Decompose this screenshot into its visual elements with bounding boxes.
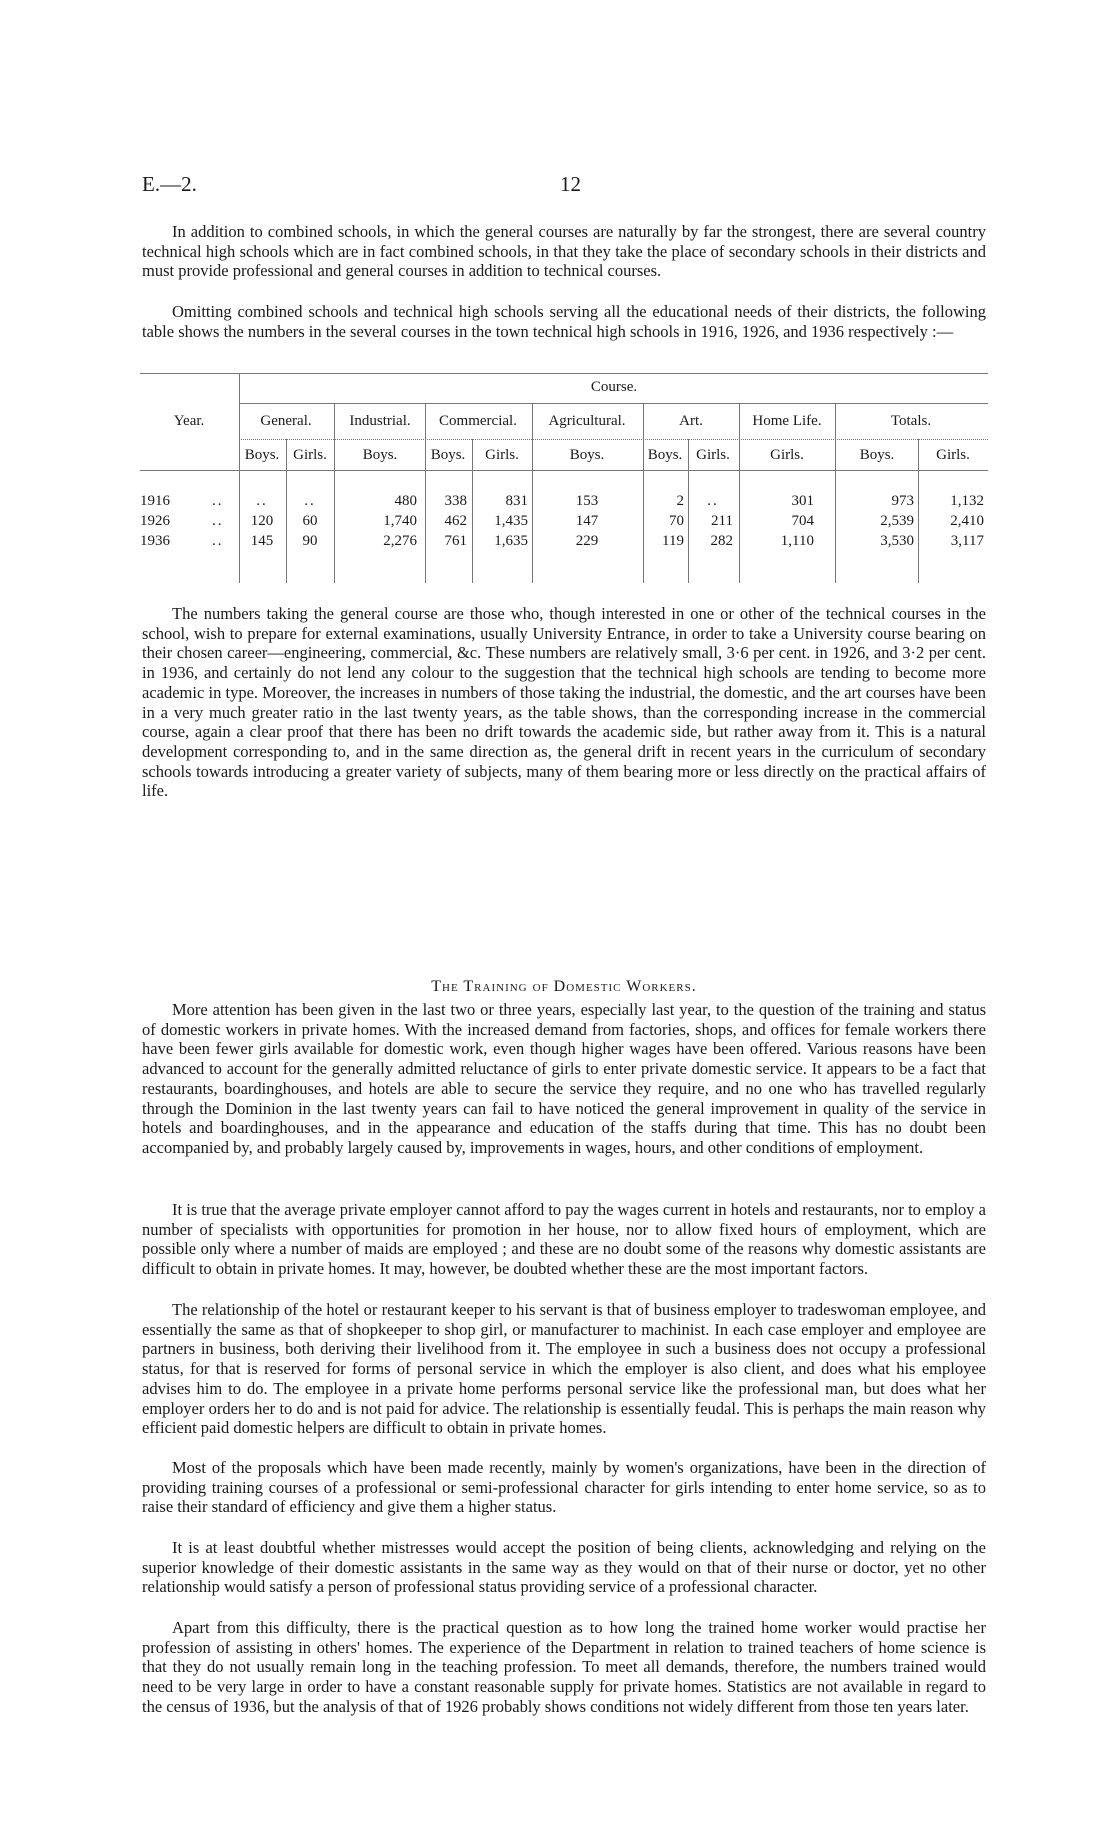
table-row-year: 1916	[140, 493, 170, 509]
sub-heading: Boys.	[430, 447, 466, 463]
leader-dots: ..	[212, 533, 224, 549]
table-rule	[140, 470, 988, 471]
page-number: 12	[560, 172, 581, 196]
table-cell: ..	[256, 493, 268, 509]
section-paragraph-3: The relationship of the hotel or restaurant keeper to his servant is that of business employer to tradeswoman employee, and essentially the same as that of shopkeeper to shop girl, or manufacturer to machinist. In each case employer and employee are partners in business, both deriving their livelihood from it. The employee in such a business does not occupy a professional status, for that is reserved for forms of personal service in which the employer is also client, and does what his employee advises him to do. The employee in a private home performs personal service like the professional man, but does what her employer orders her to do and is not paid for advice. The relationship is essentially feudal. This is perhaps the main reason why efficient paid domestic helpers are difficult to obtain in private homes.	[142, 1300, 986, 1438]
page-header	[142, 172, 986, 202]
table-cell: 2,276	[383, 533, 417, 549]
sub-heading: Boys.	[859, 447, 895, 463]
table-rule	[472, 439, 473, 583]
table-cell: 282	[710, 533, 733, 549]
sub-heading: Girls.	[936, 447, 970, 463]
table-cell: 211	[711, 513, 733, 529]
table-cell: 120	[250, 513, 274, 529]
table-cell: 704	[791, 513, 814, 529]
section-paragraph-4: Most of the proposals which have been made recently, mainly by women's organizations, have been in the direction of providing training courses of a professional or semi-professional character for girls intending to enter home service, so as to raise their standard of efficiency and give them a higher status.	[142, 1458, 986, 1517]
table-cell: 60	[302, 513, 318, 529]
table-rule	[835, 403, 836, 583]
sub-heading: Boys.	[244, 447, 280, 463]
table-cell: 761	[444, 533, 467, 549]
table-cell: ..	[707, 493, 719, 509]
table-rule	[918, 439, 919, 583]
section-paragraph-6: Apart from this difficulty, there is the practical question as to how long the trained home worker would practise her profession of assisting in others' homes. The experience of the Department in relation to trained teachers of home science is that they do not usually remain long in the teaching profession. To meet all demands, therefore, the numbers trained would need to be very large in order to have a constant reasonable supply for private homes. Statistics are not available in regard to the census of 1936, but the analysis of that of 1926 probably shows conditions not widely different from those ten years later.	[142, 1618, 986, 1716]
leader-dots: ..	[212, 493, 224, 509]
table-row-year: 1936	[140, 533, 170, 549]
table-rule	[334, 403, 335, 583]
table-cell: 147	[575, 513, 599, 529]
table-cell: 3,117	[950, 533, 984, 549]
table-cell: 973	[891, 493, 914, 509]
document-reference: E.—2.	[142, 172, 197, 196]
table-cell: 1,435	[494, 513, 528, 529]
table-rule	[425, 403, 426, 583]
table-cell: 1,132	[950, 493, 984, 509]
table-cell: 119	[662, 533, 684, 549]
section-heading: The Training of Domestic Workers.	[431, 978, 697, 995]
table-rule	[140, 373, 988, 374]
group-heading: Totals.	[890, 413, 932, 429]
table-rule	[643, 403, 644, 583]
group-heading: Industrial.	[349, 413, 411, 429]
group-heading: Art.	[679, 413, 703, 429]
table-cell: 1,110	[780, 533, 814, 549]
sub-heading: Boys.	[362, 447, 398, 463]
group-heading: Home Life.	[752, 413, 822, 429]
section-paragraph-5: It is at least doubtful whether mistresses would accept the position of being clients, acknowledging and relying on the superior knowledge of their domestic assistants in the same way as they would on that of their nurse or doctor, yet no other relationship would satisfy a person of professional status providing service of a professional character.	[142, 1538, 986, 1597]
sub-heading: Boys.	[647, 447, 683, 463]
table-rule	[532, 403, 533, 583]
table-cell: 1,635	[494, 533, 528, 549]
table-cell: 831	[505, 493, 528, 509]
table-rule	[286, 439, 287, 583]
analysis-paragraph: The numbers taking the general course are those who, though interested in one or other of the technical courses in the school, wish to prepare for external examinations, usually University Entrance, in order to take a University course bearing on their chosen career—engineering, commercial, &c. These numbers are relatively small, 3·6 per cent. in 1926, and 3·2 per cent. in 1936, and certainly do not lend any colour to the suggestion that the technical high schools are tending to become more academic in type. Moreover, the increases in numbers of those taking the industrial, the domestic, and the art courses have been in a very much greater ratio in the last twenty years, as the table shows, than the corresponding increase in the commercial course, again a clear proof that there has been no drift towards the academic side, but rather away from it. This is a natural development corresponding to, and in the same direction as, the general drift in recent years in the curriculum of secondary schools towards introducing a greater variety of subjects, many of them bearing more or less directly on the practical affairs of life.	[142, 604, 986, 801]
table-cell: ..	[304, 493, 316, 509]
table-cell: 90	[302, 533, 318, 549]
leader-dots: ..	[212, 513, 224, 529]
table-cell: 462	[444, 513, 467, 529]
table-rule	[239, 373, 240, 583]
table-rule	[239, 403, 988, 404]
table-cell: 1,740	[383, 513, 417, 529]
table-cell: 301	[791, 493, 814, 509]
course-heading: Course.	[590, 379, 638, 395]
table-cell: 2,410	[950, 513, 984, 529]
table-cell: 2,539	[880, 513, 914, 529]
table-cell: 2	[676, 493, 684, 509]
table-cell: 338	[444, 493, 467, 509]
table-cell: 153	[575, 493, 599, 509]
table-cell: 229	[575, 533, 599, 549]
enrolment-table	[140, 373, 988, 583]
sub-heading: Girls.	[485, 447, 519, 463]
section-paragraph-2: It is true that the average private employer cannot afford to pay the wages current in hotels and restaurants, nor to employ a number of specialists with opportunities for promotion in her house, nor to allow fixed hours of employment, which are possible only where a number of maids are employed ; and these are no doubt some of the reasons why domestic assistants are difficult to obtain in private homes. It may, however, be doubted whether these are the most important factors.	[142, 1200, 986, 1279]
year-heading: Year.	[173, 413, 205, 429]
sub-heading: Boys.	[569, 447, 605, 463]
table-cell: 70	[669, 513, 684, 529]
section-paragraph-1: More attention has been given in the last two or three years, especially last year, to the question of the training and status of domestic workers in private homes. With the increased demand from factories, shops, and offices for female workers there have been fewer girls available for domestic work, even though higher wages have been offered. Various reasons have been advanced to account for the generally admitted reluctance of girls to enter private domestic service. It appears to be a fact that restaurants, boardinghouses, and hotels are able to secure the service they require, and no one who has travelled regularly through the Dominion in the last twenty years can fail to have noticed the general improvement in quality of the service in hotels and boardinghouses, and in the appearance and education of the staffs during that time. This has no doubt been accompanied by, and probably largely caused by, improvements in wages, hours, and other conditions of employment.	[142, 1000, 986, 1157]
group-heading: Agricultural.	[548, 413, 626, 429]
table-rule	[239, 439, 988, 440]
group-heading: General.	[260, 413, 312, 429]
table-rule	[688, 439, 689, 583]
table-cell: 145	[250, 533, 274, 549]
group-heading: Commercial.	[439, 413, 517, 429]
intro-paragraph-2: Omitting combined schools and technical high schools serving all the educational needs of their districts, the following table shows the numbers in the several courses in the town technical high schools in 1916, 1926, and 1936 respectively :—	[142, 302, 986, 341]
intro-paragraph-1: In addition to combined schools, in which the general courses are naturally by far the strongest, there are several country technical high schools which are in fact combined schools, in that they take the place of secondary schools in their districts and must provide professional and general courses in addition to technical courses.	[142, 222, 986, 281]
sub-heading: Girls.	[696, 447, 730, 463]
table-rule	[739, 403, 740, 583]
sub-heading: Girls.	[293, 447, 327, 463]
table-row-year: 1926	[140, 513, 170, 529]
table-cell: 3,530	[880, 533, 914, 549]
table-cell: 480	[394, 493, 417, 509]
sub-heading: Girls.	[770, 447, 804, 463]
